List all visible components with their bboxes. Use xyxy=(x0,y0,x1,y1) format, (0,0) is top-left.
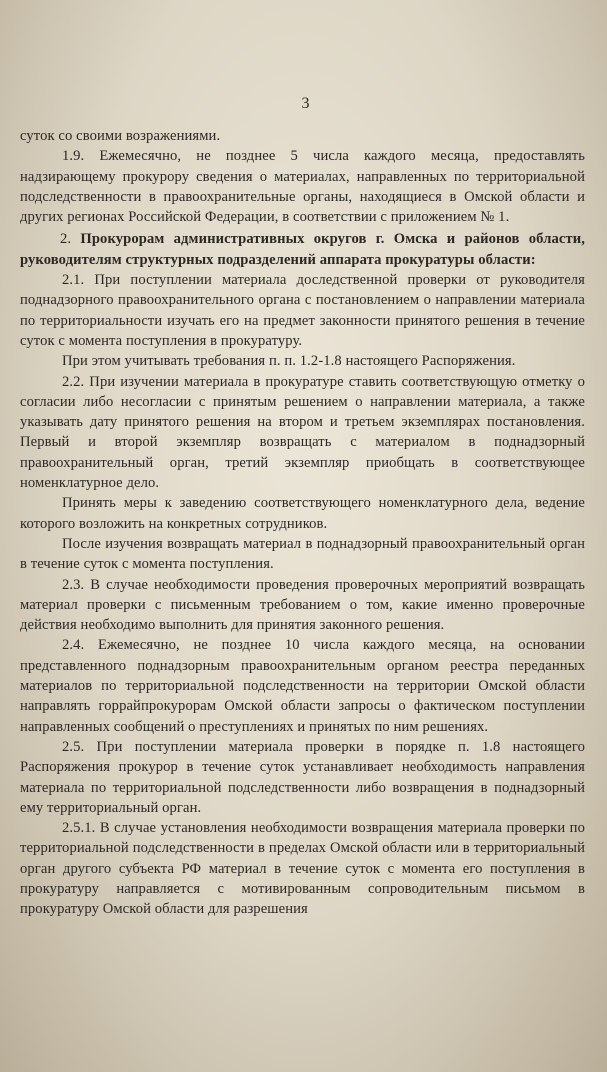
page-number: 3 xyxy=(301,95,310,112)
paragraph-2-3: 2.3. В случае необходимости проведения проверочных мероприятий возвращать материал проверки с письменным требованием о том, какие именно проверочные действия необходимо выполнить для принятия законного решения. xyxy=(20,576,585,634)
paragraph-2-5-1: 2.5.1. В случае установления необходимости возвращения материала проверки по территориальной подследственности в пределах Омской области или в территориальный орган другого субъекта РФ материал в течение суток с момента его поступления в прокуратуру направляется с мотивированным сопроводительным письмом в прокуратуру Омской области для разрешения xyxy=(20,820,585,918)
paragraph-continuation: суток со своими возражениями. xyxy=(20,128,221,144)
paragraph-2 xyxy=(20,229,585,270)
paragraph-2-heading: Прокурорам административных округов г. Омска и районов области, руководителям структурных подразделений аппарата прокуратуры области: xyxy=(20,231,585,268)
paragraph-2-1: 2.1. При поступлении материала доследственной проверки от руководителя поднадзорного правоохранительного органа с постановлением о направлении материала по территориальности изучать его на предмет законности принятого решения в течение суток с момента поступления в прокуратуру. xyxy=(20,272,585,349)
paragraph-2-5: 2.5. При поступлении материала проверки в порядке п. 1.8 настоящего Распоряжения прокурор в течение суток устанавливает необходимость направления материала по территориальной подследственности либо возвращения в поднадзорный ему территориальный орган. xyxy=(20,738,585,816)
paragraph-2-number: 2. xyxy=(60,231,81,248)
paragraph-2-2: 2.2. При изучении материала в прокуратуре ставить соответствующую отметку о согласии либо несогласии с принятым решением о направлении материала, а также указывать дату принятого решения на втором и третьем экземплярах постановления. Первый и второй экземпляр возвращать с материалом в поднадзорный правоохранительный орган, третий экземпляр приобщать в соответствующее номенклатурное дело. xyxy=(20,373,585,492)
paragraph-2-2-measures: Принять меры к заведению соответствующего номенклатурного дела, ведение которого возложить на конкретных сотрудников. xyxy=(20,495,585,532)
paragraph-2-1-note: При этом учитывать требования п. п. 1.2-1.8 настоящего Распоряжения. xyxy=(62,353,516,370)
document-body xyxy=(20,126,585,920)
paragraph-2-4: 2.4. Ежемесячно, не позднее 10 числа каждого месяца, на основании представленного поднадзорным правоохранительным органом реестра переданных материалов по территориальной подследственности на территории Омской области направлять горрайпрокурорам Омской области запросы о фактическом поступлении направленных сообщений о преступлениях и принятых по ним решениях. xyxy=(20,637,585,735)
paragraph-2-2-return: После изучения возвращать материал в поднадзорный правоохранительный орган в течение суток с момента поступления. xyxy=(20,535,585,573)
paragraph-1-9: 1.9. Ежемесячно, не позднее 5 числа каждого месяца, предоставлять надзирающему прокурору сведения о материалах, направленных по территориальной подследственности в правоохранительные органы, находящиеся в Омской области и других регионах Российской Федерации, в соответствии с приложением № 1. xyxy=(20,148,585,226)
